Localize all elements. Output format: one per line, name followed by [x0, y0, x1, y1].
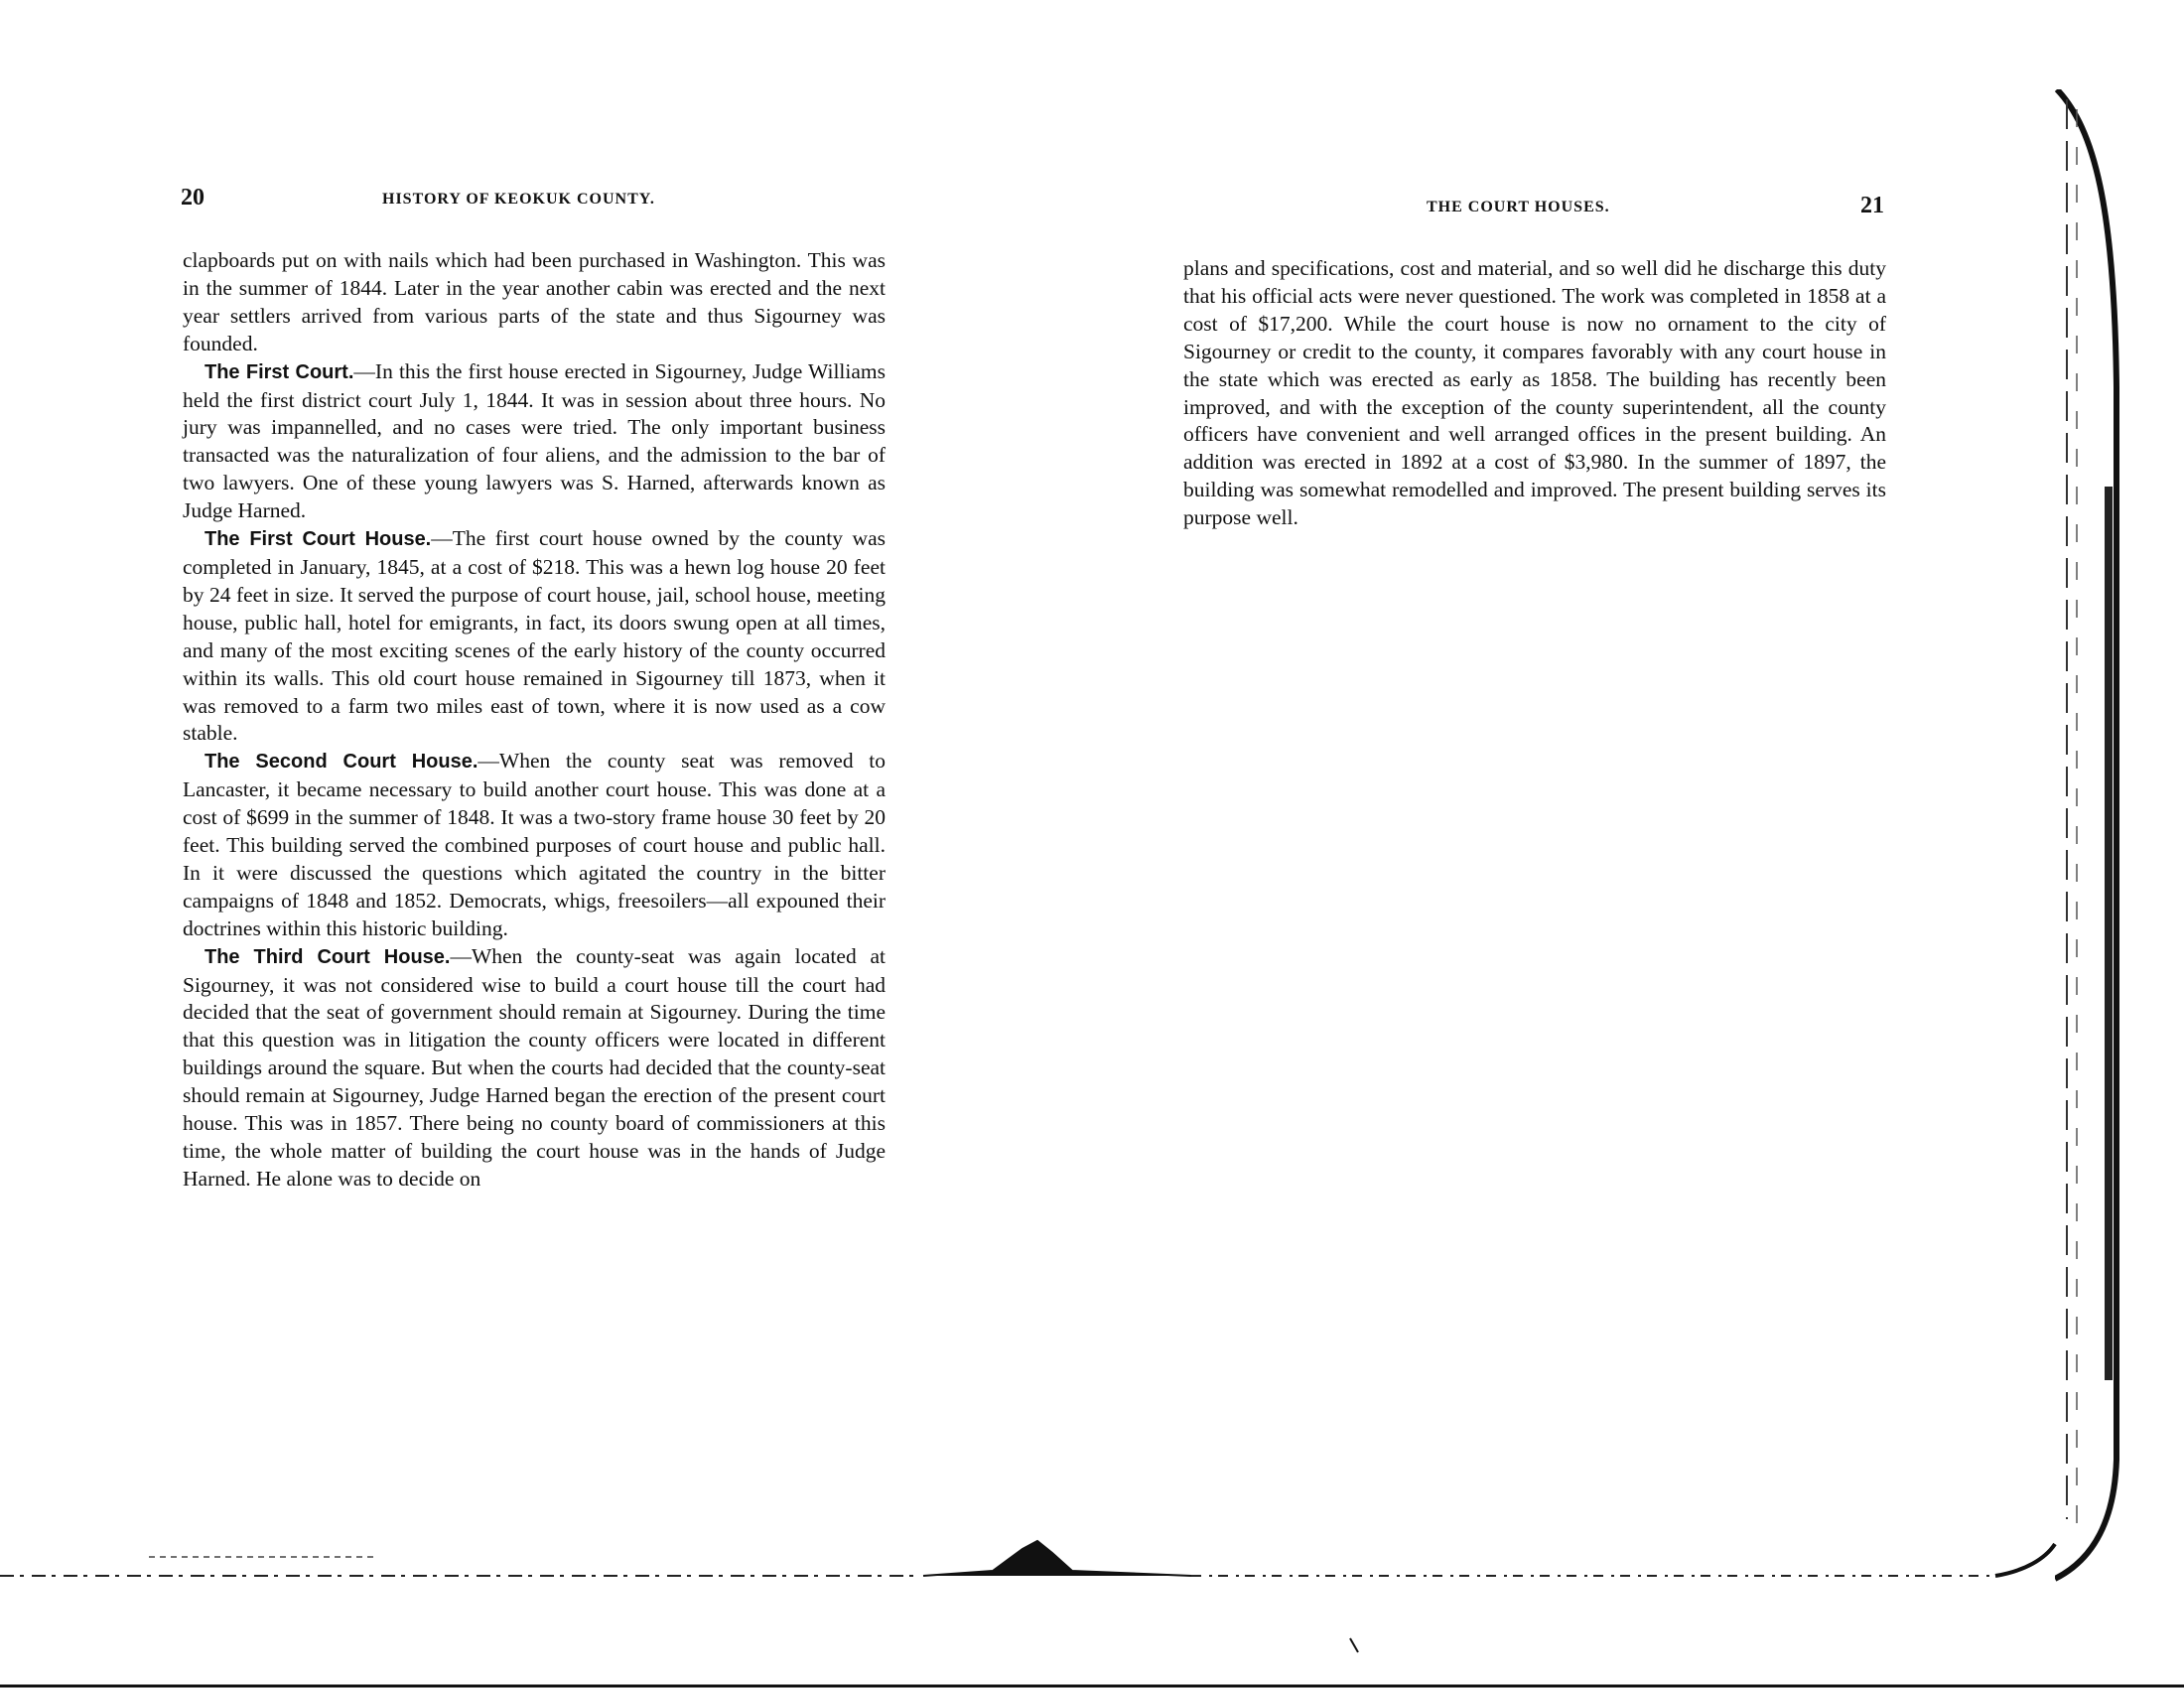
left-running-header: HISTORY OF KEOKUK COUNTY.: [382, 191, 655, 208]
right-page: [1092, 0, 2184, 1688]
section-body: —The first court house owned by the county was completed in January, 1845, at a cost of $218. This was a hewn log house 20 feet by 24 feet in size. It served the purpose of court house, jail, school house, meeting house, public hall, hotel for emigrants, in fact, its doors swung open at all times, and many of the most exciting scenes of the early history of the county occurred within its walls. This old court house remained in Sigourney till 1873, when it was removed to a farm two miles east of town, where it is now used as a cow stable.: [183, 526, 886, 746]
section-body: —When the county seat was removed to Lancaster, it became necessary to build another court house. This was done at a cost of $699 in the summer of 1848. It was a two-story frame house 30 feet by 20 feet. This building served the combined purposes of court house and public hall. In it were discussed the questions which agitated the country in the bitter campaigns of 1848 and 1852. Democrats, whigs, freesoilers—all expouned their doctrines within this historic building.: [183, 749, 886, 940]
section-heading: The Second Court House.: [205, 751, 478, 774]
binding-shadow: [2055, 89, 2124, 1599]
section-heading: The Third Court House.: [205, 945, 451, 968]
section-body: —When the county-seat was again located at Sigourney, it was not considered wise to build a court house till the court had decided that the seat of government should remain at Sigourney. During the time that this question was in litigation the county officers were located in different buildings around the square. But when the courts had decided that the county-seat should remain at Sigourney, Judge Harned began the erection of the present court house. This was in 1857. There being no county board of commissioners at this time, the whole matter of building the court house was in the hands of Judge Harned. He alone was to decide on: [183, 943, 886, 1191]
right-page-number: 21: [1860, 193, 1884, 218]
section-heading: The First Court.: [205, 360, 354, 383]
opening-paragraph: clapboards put on with nails which had been purchased in Washington. This was in the summer of 1844. Later in the year another cabin was erected and the next year settlers arrived from various parts of the state and thus Sigourney was founded.: [183, 248, 886, 355]
section-heading: The First Court House.: [205, 528, 432, 551]
section-first-court-house: [183, 525, 886, 748]
right-page-body: [1183, 255, 1886, 532]
section-second-court-house: [183, 748, 886, 942]
left-page-body: [183, 247, 886, 1194]
right-running-header: THE COURT HOUSES.: [1427, 199, 1610, 215]
left-page-number: 20: [181, 185, 205, 211]
continued-paragraph: plans and specifications, cost and material, and so well did he discharge this duty that his official acts were never questioned. The work was completed in 1858 at a cost of $17,200. While the court house is now no ornament to the city of Sigourney or credit to the county, it compares favorably with any court house in the state which was erected as early as 1858. The building has recently been improved, and with the exception of the county superintendent, all the county officers have convenient and well arranged offices in the present building. An addition was erected in 1892 at a cost of $3,980. In the summer of 1897, the building was somewhat remodelled and improved. The present building serves its purpose well.: [1183, 256, 1886, 530]
section-first-court: [183, 358, 886, 525]
page-bottom-edge: [0, 1509, 2184, 1688]
section-third-court-house: [183, 943, 886, 1194]
section-body: —In this the first house erected in Sigourney, Judge Williams held the first district court July 1, 1844. It was in session about three hours. No jury was impannelled, and no cases were tried. The only important business transacted was the naturalization of four aliens, and the admission to the bar of two lawyers. One of these young lawyers was S. Harned, afterwards known as Judge Harned.: [183, 358, 886, 523]
